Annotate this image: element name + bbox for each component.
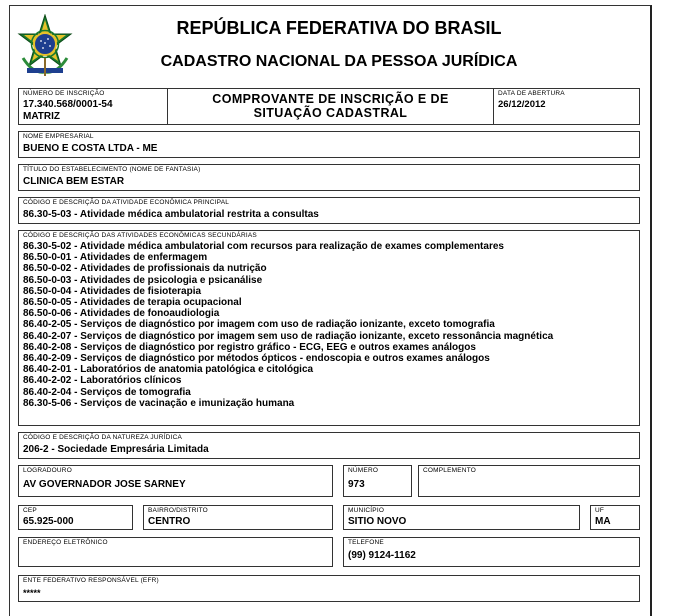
cep-value: 65.925-000 xyxy=(23,516,74,527)
list-item: 86.40-2-02 - Laboratórios clínicos xyxy=(23,375,182,387)
municipio-field xyxy=(343,505,580,530)
telefone-field xyxy=(343,537,640,567)
list-item: 86.50-0-06 - Atividades de fonoaudiologia xyxy=(23,308,220,320)
numero-value: 973 xyxy=(348,479,365,490)
bairro-label: BAIRRO/DISTRITO xyxy=(148,507,208,514)
nome-empresarial-value: BUENO E COSTA LTDA - ME xyxy=(23,143,158,154)
municipio-label: MUNICÍPIO xyxy=(348,507,385,514)
numero-label: NÚMERO xyxy=(348,467,379,474)
comprovante-line2: SITUAÇÃO CADASTRAL xyxy=(253,106,408,120)
cep-label: CEP xyxy=(23,507,37,514)
list-item: 86.40-2-04 - Serviços de tomografia xyxy=(23,386,191,398)
list-item: 86.30-5-02 - Atividade médica ambulatorial com recursos para realização de exames complementares xyxy=(23,241,504,252)
numero-field xyxy=(343,465,412,497)
efr-value: ***** xyxy=(23,588,41,598)
atividade-principal-value: 86.30-5-03 - Atividade médica ambulatorial restrita a consultas xyxy=(23,209,319,220)
comprovante-title-box xyxy=(167,88,494,125)
municipio-value: SITIO NOVO xyxy=(348,516,407,527)
nome-fantasia-field xyxy=(18,164,640,191)
atividades-secundarias-label: CÓDIGO E DESCRIÇÃO DAS ATIVIDADES ECONÔMICAS SECUNDÁRIAS xyxy=(23,232,257,239)
telefone-value: (99) 9124-1162 xyxy=(348,550,416,561)
natureza-juridica-label: CÓDIGO E DESCRIÇÃO DA NATUREZA JURÍDICA xyxy=(23,434,183,441)
uf-label: UF xyxy=(595,507,605,514)
email-label: ENDEREÇO ELETRÔNICO xyxy=(23,539,108,546)
logradouro-value: AV GOVERNADOR JOSE SARNEY xyxy=(23,479,186,490)
inscricao-field xyxy=(18,88,168,125)
atividade-principal-field xyxy=(18,197,640,224)
atividades-secundarias-list xyxy=(23,241,553,409)
abertura-label: DATA DE ABERTURA xyxy=(498,90,565,97)
list-item: 86.40-2-05 - Serviços de diagnóstico por imagem com uso de radiação ionizante, exceto tomografia xyxy=(23,319,495,331)
nome-empresarial-field xyxy=(18,131,640,158)
document-title: REPÚBLICA FEDERATIVA DO BRASIL xyxy=(176,18,502,38)
inscricao-number: 17.340.568/0001-54 xyxy=(23,99,113,110)
nome-fantasia-label: TÍTULO DO ESTABELECIMENTO (NOME DE FANTASIA) xyxy=(23,166,201,173)
list-item: 86.50-0-05 - Atividades de terapia ocupacional xyxy=(23,297,242,309)
comprovante-line1: COMPROVANTE DE INSCRIÇÃO E DE xyxy=(212,92,449,106)
atividades-secundarias-field xyxy=(18,230,640,426)
list-item: 86.50-0-03 - Atividades de psicologia e psicanálise xyxy=(23,274,263,286)
natureza-juridica-value: 206-2 - Sociedade Empresária Limitada xyxy=(23,444,209,455)
natureza-juridica-field xyxy=(18,432,640,459)
list-item: 86.50-0-04 - Atividades de fisioterapia xyxy=(23,285,202,297)
nome-empresarial-label: NOME EMPRESARIAL xyxy=(23,133,94,140)
list-item: 86.40-2-07 - Serviços de diagnóstico por imagem sem uso de radiação ionizante, exceto ressonância magnética xyxy=(23,330,554,342)
complemento-field xyxy=(418,465,640,497)
nome-fantasia-value: CLINICA BEM ESTAR xyxy=(23,176,125,187)
efr-field xyxy=(18,575,640,602)
list-item: 86.40-2-01 - Laboratórios de anatomia patológica e citológica xyxy=(23,364,314,376)
inscricao-type: MATRIZ xyxy=(23,111,61,122)
efr-label: ENTE FEDERATIVO RESPONSÁVEL (EFR) xyxy=(23,577,159,584)
uf-field xyxy=(590,505,640,530)
list-item: 86.50-0-01 - Atividades de enfermagem xyxy=(23,252,208,264)
complemento-label: COMPLEMENTO xyxy=(423,467,477,474)
abertura-value: 26/12/2012 xyxy=(498,99,546,110)
abertura-field xyxy=(493,88,640,125)
bairro-value: CENTRO xyxy=(148,516,191,527)
list-item: 86.40-2-08 - Serviços de diagnóstico por registro gráfico - ECG, EEG e outros exames análogos xyxy=(23,341,476,353)
email-field xyxy=(18,537,333,567)
cep-field xyxy=(18,505,133,530)
document-subtitle: CADASTRO NACIONAL DA PESSOA JURÍDICA xyxy=(160,53,518,70)
list-item: 86.50-0-02 - Atividades de profissionais da nutrição xyxy=(23,263,267,275)
telefone-label: TELEFONE xyxy=(348,539,384,546)
atividade-principal-label: CÓDIGO E DESCRIÇÃO DA ATIVIDADE ECONÔMICA PRINCIPAL xyxy=(23,199,230,206)
inscricao-label: NÚMERO DE INSCRIÇÃO xyxy=(23,90,105,97)
logradouro-label: LOGRADOURO xyxy=(23,467,72,474)
bairro-field xyxy=(143,505,333,530)
list-item: 86.30-5-06 - Serviços de vacinação e imunização humana xyxy=(23,397,295,409)
uf-value: MA xyxy=(595,516,611,527)
logradouro-field xyxy=(18,465,333,497)
list-item: 86.40-2-09 - Serviços de diagnóstico por métodos ópticos - endoscopia e outros exames análogos xyxy=(23,353,490,365)
